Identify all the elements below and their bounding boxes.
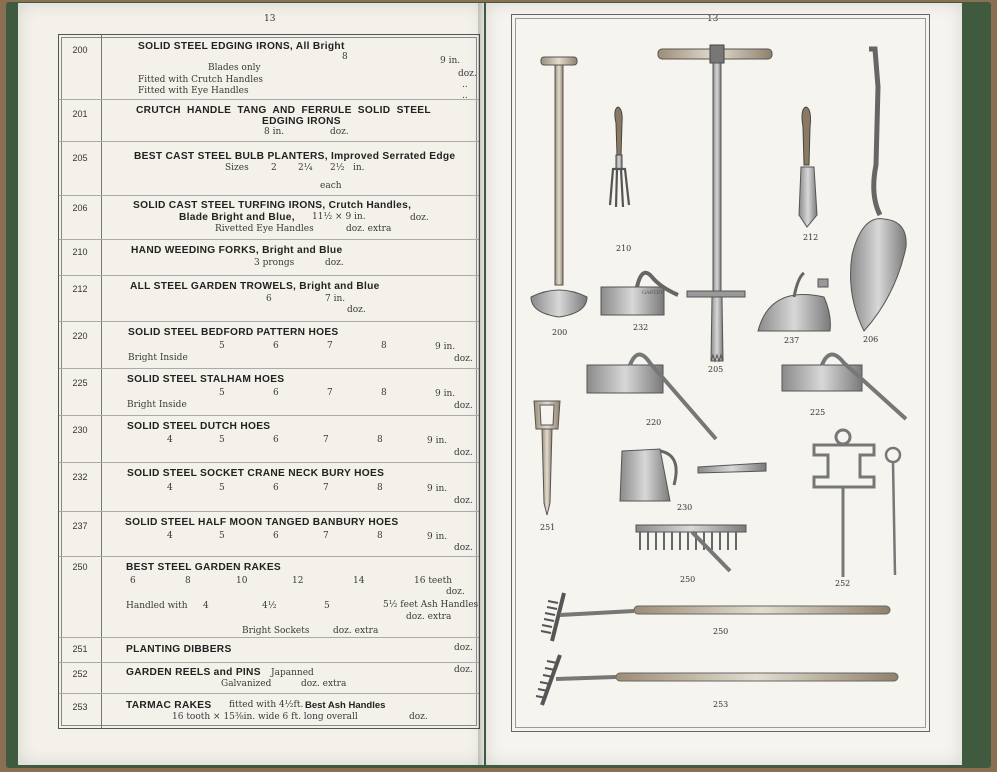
- item-detail: Handled with: [126, 601, 188, 611]
- size-value: 6: [130, 576, 136, 586]
- item-number: 200: [72, 45, 88, 55]
- catalogue-row-230: [59, 415, 479, 463]
- left-page: [18, 3, 484, 765]
- turfing-iron-illustration: [851, 49, 907, 331]
- item-detail: Best Ash Handles: [305, 700, 386, 711]
- dutch-hoe-illustration: [620, 449, 766, 501]
- size-value: 5: [324, 601, 330, 611]
- item-title: HAND WEEDING FORKS, Bright and Blue: [131, 245, 343, 256]
- size-value: 9 in.: [435, 342, 456, 352]
- size-value: 4½: [262, 601, 277, 611]
- unit-label: doz.: [454, 665, 473, 675]
- size-value: 6: [266, 294, 272, 304]
- catalogue-row-252: [59, 662, 479, 694]
- ditto-mark: ..: [462, 91, 468, 101]
- catalogue-row-237: [59, 511, 479, 557]
- size-value: 8: [381, 388, 387, 398]
- bulb-planter-illustration: [658, 45, 772, 361]
- illustration-plate: [511, 14, 930, 732]
- stalham-hoe-illustration: [782, 354, 906, 419]
- figure-label: 232: [633, 323, 649, 332]
- item-number: 210: [72, 247, 88, 257]
- catalogue-row-212: [59, 275, 479, 322]
- item-title: SOLID STEEL SOCKET CRANE NECK BURY HOES: [127, 468, 385, 479]
- item-detail: Rivetted Eye Handles: [215, 224, 314, 234]
- figure-label: 230: [677, 503, 693, 512]
- item-detail: Fitted with Eye Handles: [138, 86, 249, 96]
- size-value: 9 in.: [440, 56, 461, 66]
- item-title: GARDEN REELS and PINS: [126, 667, 261, 678]
- item-number: 220: [72, 331, 88, 341]
- unit-label: doz.: [330, 127, 349, 137]
- catalogue-row-206: [59, 195, 479, 240]
- unit-label: doz.: [409, 712, 428, 722]
- item-number: 252: [72, 669, 88, 679]
- item-title: SOLID STEEL BEDFORD PATTERN HOES: [128, 327, 339, 338]
- figure-label: 251: [540, 523, 556, 532]
- size-value: 4: [167, 435, 173, 445]
- item-title: ALL STEEL GARDEN TROWELS, Bright and Blue: [130, 281, 380, 292]
- item-detail: Blades only: [208, 63, 261, 73]
- rake-head-illustration: [636, 525, 746, 571]
- size-value: 11½ × 9 in.: [312, 212, 366, 222]
- planting-dibber-illustration: [534, 401, 560, 515]
- size-value: 8: [377, 531, 383, 541]
- catalogue-row-205: [59, 141, 479, 196]
- item-title: PLANTING DIBBERS: [126, 644, 232, 655]
- unit-label: doz.: [454, 543, 473, 553]
- item-title: BEST CAST STEEL BULB PLANTERS, Improved Serrated Edge: [134, 151, 456, 162]
- item-number: 201: [72, 109, 88, 119]
- size-value: 7 in.: [325, 294, 346, 304]
- unit-label: in.: [353, 163, 365, 173]
- figure-label: 200: [552, 328, 568, 337]
- item-detail: Japanned: [271, 668, 314, 678]
- unit-label: doz.: [347, 305, 366, 315]
- unit-label: doz.: [454, 643, 473, 653]
- unit-label: doz. extra: [406, 612, 452, 622]
- size-value: 8: [342, 52, 348, 62]
- size-value: 2¼: [298, 163, 313, 173]
- unit-label: doz.: [410, 213, 429, 223]
- unit-label: doz.: [446, 587, 465, 597]
- unit-label: each: [320, 181, 342, 191]
- item-detail: 5½ feet Ash Handles: [383, 600, 479, 610]
- item-number: 205: [72, 153, 88, 163]
- size-value: 9 in.: [435, 389, 456, 399]
- size-value: 8: [185, 576, 191, 586]
- size-value: 9 in.: [427, 484, 448, 494]
- size-value: 8: [377, 483, 383, 493]
- trowel-illustration: [799, 107, 817, 227]
- unit-label: doz. extra: [346, 224, 392, 234]
- size-value: 4: [167, 483, 173, 493]
- item-title: SOLID STEEL HALF MOON TANGED BANBURY HOES: [125, 517, 399, 528]
- size-value: 2: [271, 163, 277, 173]
- catalogue-row-220: [59, 321, 479, 369]
- item-number: 250: [72, 562, 88, 572]
- unit-label: doz.: [454, 448, 473, 458]
- size-value: 12: [292, 576, 304, 586]
- tarmac-rake-illustration: [536, 655, 898, 705]
- item-title: CRUTCH HANDLE TANG AND FERRULE SOLID STEEL: [136, 105, 431, 116]
- edging-iron-illustration: [531, 57, 587, 317]
- size-value: 8: [377, 435, 383, 445]
- catalogue-row-210: [59, 239, 479, 276]
- catalogue-row-253: [59, 693, 479, 728]
- figure-label: 252: [835, 579, 851, 588]
- right-page: [486, 3, 962, 765]
- item-title: SOLID CAST STEEL TURFING IRONS, Crutch Handles,: [133, 200, 412, 211]
- item-title: SOLID STEEL DUTCH HOES: [127, 421, 271, 432]
- item-title: EDGING IRONS: [262, 116, 341, 127]
- item-title: SOLID STEEL STALHAM HOES: [127, 374, 285, 385]
- size-value: 7: [327, 341, 333, 351]
- item-number: 251: [72, 644, 88, 654]
- catalogue-row-201: [59, 99, 479, 142]
- unit-label: doz.: [454, 401, 473, 411]
- unit-label: doz.: [454, 496, 473, 506]
- item-detail: Fitted with Crutch Handles: [138, 75, 264, 85]
- item-number: 230: [72, 425, 88, 435]
- item-detail: Bright Sockets: [242, 626, 310, 636]
- figure-label: 206: [863, 335, 879, 344]
- figure-label: 237: [784, 336, 800, 345]
- unit-label: doz.: [325, 258, 344, 268]
- size-value: 5: [219, 435, 225, 445]
- size-value: 5: [219, 483, 225, 493]
- size-value: 9 in.: [427, 532, 448, 542]
- catalogue-row-232: [59, 462, 479, 512]
- item-number: 237: [72, 521, 88, 531]
- size-value: 6: [273, 483, 279, 493]
- catalogue-row-225: [59, 368, 479, 416]
- size-value: 6: [273, 435, 279, 445]
- figure-label: 225: [810, 408, 826, 417]
- size-value: 6: [273, 388, 279, 398]
- hand-fork-illustration: [610, 107, 629, 207]
- size-value: 4: [203, 601, 209, 611]
- figure-label: 212: [803, 233, 819, 242]
- size-value: 7: [323, 435, 329, 445]
- size-value: 7: [323, 483, 329, 493]
- figure-label: 210: [616, 244, 632, 253]
- catalogue-table: [58, 34, 480, 729]
- size-value: 5: [219, 531, 225, 541]
- ditto-mark: ..: [462, 80, 468, 90]
- catalogue-row-251: [59, 637, 479, 663]
- size-value: 7: [327, 388, 333, 398]
- size-value: 14: [353, 576, 365, 586]
- item-detail: Galvanized: [221, 679, 272, 689]
- item-number: 212: [72, 284, 88, 294]
- page-number: 13: [707, 14, 719, 24]
- item-title: BEST STEEL GARDEN RAKES: [126, 562, 282, 573]
- brand-stamp: GARTEY: [642, 290, 664, 296]
- size-value: 8 in.: [264, 127, 285, 137]
- size-value: 16 teeth: [414, 576, 452, 586]
- item-detail: fitted with 4½ft.: [229, 700, 304, 710]
- catalogue-row-200: [59, 35, 479, 100]
- unit-label: doz.: [454, 354, 473, 364]
- size-label: Sizes: [225, 163, 249, 173]
- size-value: 2½: [330, 163, 345, 173]
- item-number: 225: [72, 378, 88, 388]
- item-detail: Blade Bright and Blue,: [179, 212, 295, 223]
- item-title: SOLID STEEL EDGING IRONS, All Bright: [138, 41, 345, 52]
- half-moon-hoe-illustration: [758, 273, 830, 331]
- figure-label: 220: [646, 418, 662, 427]
- crane-neck-hoe-illustration: [601, 273, 678, 315]
- figure-label: 253: [713, 700, 729, 709]
- item-number: 253: [72, 702, 88, 712]
- item-number: 206: [72, 203, 88, 213]
- size-value: 5: [219, 341, 225, 351]
- item-number: 232: [72, 472, 88, 482]
- figure-label: 205: [708, 365, 724, 374]
- size-value: 7: [323, 531, 329, 541]
- unit-label: doz. extra: [333, 626, 379, 636]
- size-value: 10: [236, 576, 248, 586]
- unit-label: doz.: [458, 69, 477, 79]
- item-detail: 16 tooth × 15⅜in. wide 6 ft. long overall: [172, 712, 358, 722]
- size-value: 5: [219, 388, 225, 398]
- size-value: 6: [273, 341, 279, 351]
- size-value: 9 in.: [427, 436, 448, 446]
- size-value: 6: [273, 531, 279, 541]
- figure-label: 250: [680, 575, 696, 584]
- catalogue-row-250: [59, 556, 479, 638]
- unit-label: doz. extra: [301, 679, 347, 689]
- item-detail: Bright Inside: [127, 400, 187, 410]
- item-detail: Bright Inside: [128, 353, 188, 363]
- item-detail: 3 prongs: [254, 258, 295, 268]
- figure-label: 250: [713, 627, 729, 636]
- page-number: 13: [264, 14, 276, 24]
- size-value: 4: [167, 531, 173, 541]
- size-value: 8: [381, 341, 387, 351]
- garden-reel-illustration: [814, 430, 900, 577]
- item-title: TARMAC RAKES: [126, 700, 212, 711]
